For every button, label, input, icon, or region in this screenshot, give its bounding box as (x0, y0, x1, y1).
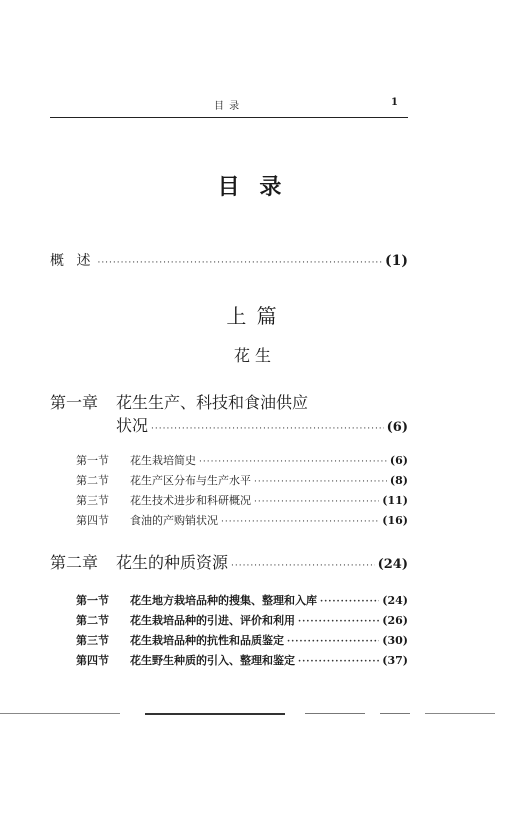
leader-dots (298, 657, 379, 667)
section-number: 第三节 (76, 634, 109, 647)
toc-entry-page: (1) (385, 253, 408, 269)
section-number: 第四节 (76, 654, 109, 667)
chapter-1-heading[interactable] (50, 390, 308, 413)
scan-line (380, 713, 410, 714)
toc-entry-ch1-sec4[interactable] (76, 512, 408, 528)
leader-dots (298, 617, 379, 627)
leader-dots (151, 424, 384, 434)
leader-dots (231, 561, 375, 571)
scan-line (0, 713, 120, 714)
chapter-page: (24) (377, 557, 408, 572)
chapter-title: 花生的种质资源 (116, 553, 229, 572)
section-number: 第一节 (76, 454, 109, 467)
toc-entry-overview[interactable] (50, 250, 408, 270)
header-rule (50, 117, 408, 118)
chapter-title-cont: 状况 (116, 416, 149, 435)
chapter-1-heading-line2[interactable] (116, 413, 408, 436)
section-title: 花生技术进步和科研概况 (130, 494, 251, 507)
running-header-page-number: 1 (391, 97, 399, 108)
toc-entry-ch1-sec1[interactable] (76, 452, 408, 468)
section-title: 花生地方栽培品种的搜集、整理和入库 (130, 594, 317, 607)
section-number: 第二节 (76, 614, 109, 627)
toc-entry-ch2-sec1[interactable] (76, 592, 408, 608)
section-title: 花生栽培品种的抗性和品质鉴定 (130, 634, 284, 647)
chapter-number: 第一章 (50, 393, 99, 412)
section-number: 第四节 (76, 514, 109, 527)
leader-dots (254, 477, 387, 487)
section-title: 花生野生种质的引入、整理和鉴定 (130, 654, 295, 667)
running-header-title: 目 录 (214, 101, 241, 112)
leader-dots (199, 457, 387, 467)
section-number: 第二节 (76, 474, 109, 487)
section-page: (11) (382, 494, 408, 507)
leader-dots (254, 497, 379, 507)
toc-entry-ch2-sec4[interactable] (76, 652, 408, 668)
section-page: (6) (389, 454, 408, 467)
page-title: 目 录 (217, 174, 288, 200)
scan-line (145, 713, 285, 715)
toc-entry-ch1-sec3[interactable] (76, 492, 408, 508)
section-title: 花生栽培品种的引进、评价和利用 (130, 614, 295, 627)
leader-dots (97, 258, 382, 268)
chapter-title: 花生生产、科技和食油供应 (116, 393, 309, 412)
chapter-page: (6) (386, 420, 408, 435)
section-page: (30) (382, 634, 408, 647)
part-heading: 上 篇 (226, 304, 279, 328)
part-subtitle: 花 生 (233, 346, 272, 365)
section-number: 第三节 (76, 494, 109, 507)
section-page: (37) (382, 654, 408, 667)
section-title: 食油的产购销状况 (130, 514, 218, 527)
toc-entry-ch2-sec3[interactable] (76, 632, 408, 648)
section-page: (16) (382, 514, 408, 527)
scan-line (425, 713, 495, 714)
leader-dots (221, 517, 379, 527)
chapter-2-heading[interactable] (50, 550, 408, 573)
toc-entry-ch2-sec2[interactable] (76, 612, 408, 628)
section-title: 花生产区分布与生产水平 (130, 474, 251, 487)
chapter-number: 第二章 (50, 553, 99, 572)
toc-entry-ch1-sec2[interactable] (76, 472, 408, 488)
section-page: (26) (382, 614, 408, 627)
section-title: 花生栽培简史 (130, 454, 196, 467)
leader-dots (287, 637, 379, 647)
section-number: 第一节 (76, 594, 109, 607)
leader-dots (320, 597, 379, 607)
section-page: (8) (389, 474, 408, 487)
toc-entry-label: 概 述 (50, 253, 95, 269)
section-page: (24) (382, 594, 408, 607)
scan-line (305, 713, 365, 714)
